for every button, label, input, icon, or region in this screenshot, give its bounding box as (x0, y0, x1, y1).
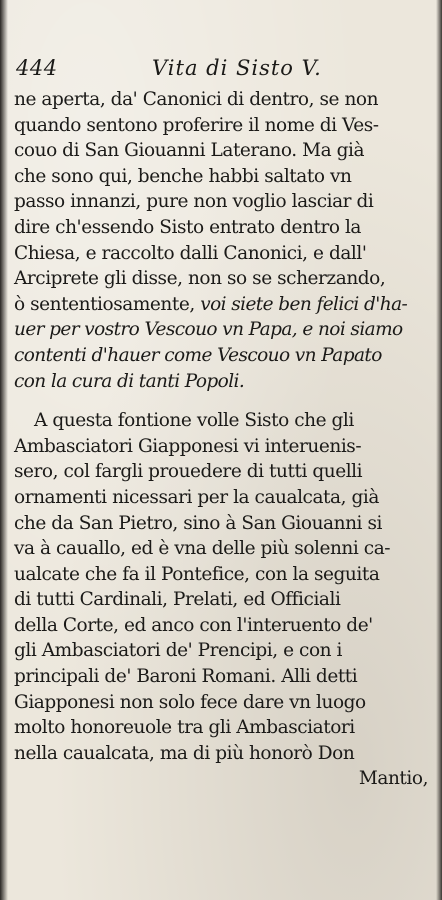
text-line: ne aperta, da' Canonici di dentro, se non (14, 89, 379, 110)
text-line-italic: uer per vostro Vescouo vn Papa, e noi siamo (14, 319, 403, 341)
text-line: dire ch'essendo Sisto entrato dentro la (14, 216, 362, 238)
text-line: di tutti Cardinali, Prelati, ed Officiali (14, 589, 341, 611)
text-line: nella caualcata, ma di più honorò Don (14, 742, 355, 764)
text-line: molto honoreuole tra gli Ambasciatori (14, 717, 355, 739)
paragraph-2 (14, 408, 430, 792)
text-line: passo innanzi, pure non voglio lasciar di (14, 191, 374, 213)
page-number: 444 (16, 56, 58, 80)
text-line: ornamenti nicessari per la caualcata, già (14, 486, 379, 508)
text-line: della Corte, ed anco con l'interuento de' (14, 614, 373, 636)
paragraph-spacing (14, 394, 430, 408)
text-line: ualcate che fa il Pontefice, con la seguita (14, 563, 380, 585)
page-right-edge-shadow (436, 0, 442, 900)
text-line: che sono qui, benche habbi saltato vn (14, 165, 352, 187)
text-line-italic: con la cura di tanti Popoli. (14, 370, 245, 392)
text-line: che da San Pietro, sino à San Giouanni si (14, 512, 382, 534)
text-line-italic: contenti d'hauer come Vescouo vn Papato (14, 344, 382, 366)
text-line: Arciprete gli disse, non so se scherzando, (14, 268, 386, 290)
paragraph-1 (14, 87, 430, 394)
text-line: sero, col fargli prouedere di tutti quelli (14, 461, 363, 483)
text-line: gli Ambasciatori de' Prencipi, e con i (14, 640, 342, 662)
text-line: principali de' Baroni Romani. Alli detti (14, 666, 358, 688)
running-head: Vita di Sisto V. (152, 56, 322, 80)
body-text (14, 87, 430, 792)
text-line: Chiesa, e raccolto dalli Canonici, e dall' (14, 242, 367, 264)
text-line: couo di San Giouanni Laterano. Ma già (14, 140, 365, 162)
text-line: ò sententiosamente, voi siete ben felici d'ha- (14, 293, 408, 315)
text-line: va à cauallo, ed è vna delle più solenni ca- (14, 538, 391, 560)
text-line: Ambasciatori Giapponesi vi interuenis- (14, 435, 362, 457)
italic-quote: voi siete ben felici d'ha- (200, 293, 408, 315)
page-left-edge-shadow (0, 0, 8, 900)
text-line: Giapponesi non solo fece dare vn luogo (14, 691, 366, 713)
text-line: quando sentono proferire il nome di Ves- (14, 114, 379, 136)
page-header (14, 56, 428, 86)
text-line: A questa fontione volle Sisto che gli (34, 410, 354, 432)
catchword-line: Mantio, (358, 768, 428, 790)
